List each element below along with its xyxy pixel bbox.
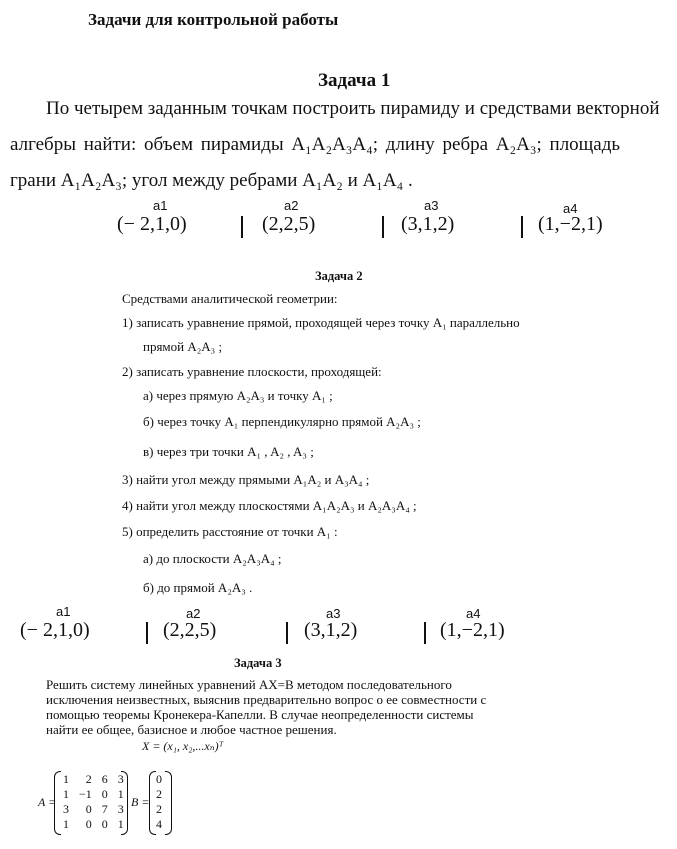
matrix-cell: −1	[79, 787, 92, 801]
task3-line3: помощью теоремы Кронекера-Капелли. В случае неопределенности системы	[46, 707, 474, 722]
point-label-a4: a4	[563, 201, 578, 216]
matrix-cell: 0	[85, 802, 92, 816]
matrix-a	[58, 772, 129, 832]
point-label-a2: a2	[284, 198, 299, 213]
task3-line1: Решить систему линейных уравнений AX=B методом последовательного	[46, 677, 452, 692]
point-value-a2: (2,2,5)	[163, 619, 217, 641]
task2-item2: 2) записать уравнение плоскости, проходящей:	[122, 364, 382, 379]
point-value-a1: (− 2,1,0)	[20, 619, 90, 641]
matrix-cell: 3	[117, 802, 124, 816]
point-separator	[241, 216, 243, 238]
task3-line2: исключения неизвестных, выяснив предварительно вопрос о ее совместности с	[46, 692, 487, 707]
point-label-a1: a1	[56, 604, 71, 619]
task3-line4: найти ее общее, базисное и любое частное решения.	[46, 722, 337, 737]
point-value-a4: (1,−2,1)	[538, 213, 603, 235]
matrix-cell: 1	[63, 772, 69, 786]
matrix-a-right-paren	[121, 771, 128, 835]
matrix-cell: 7	[101, 802, 108, 816]
matrix-cell: 1	[117, 817, 124, 831]
matrix-cell: 4	[156, 817, 162, 831]
matrix-cell: 3	[63, 802, 69, 816]
task2-item5b: б) до прямой A₂A₃ .	[143, 580, 253, 595]
point-separator	[146, 622, 148, 644]
task2-item1-cont: прямой A₂A₃ ;	[143, 339, 223, 354]
matrix-cell: 0	[101, 817, 108, 831]
matrix-cell: 0	[101, 787, 108, 801]
point-value-a1: (− 2,1,0)	[117, 213, 187, 235]
point-value-a2: (2,2,5)	[262, 213, 316, 235]
point-label-a1: a1	[153, 198, 168, 213]
task2-heading: Задача 2	[315, 269, 363, 283]
matrix-cell: 2	[85, 772, 92, 786]
task2-item2c: в) через три точки A₁ , A₂ , A₃ ;	[143, 444, 314, 459]
point-label-a2: a2	[186, 606, 201, 621]
point-separator	[382, 216, 384, 238]
task2-item3: 3) найти угол между прямыми A₁A₂ и A₃A₄ ;	[122, 472, 370, 487]
point-label-a3: a3	[424, 198, 439, 213]
matrix-cell: 1	[63, 817, 69, 831]
matrix-cell: 1	[117, 787, 124, 801]
task2-item4: 4) найти угол между плоскостями A₁A₂A₃ и A₂A₃A₄ ;	[122, 498, 417, 513]
matrix-row	[58, 787, 129, 802]
matrix-a-label: A =	[38, 795, 57, 809]
task1-line1: По четырем заданным точкам построить пирамиду и средствами векторной	[46, 98, 660, 119]
task3-vector-x: X = (x₁, x₂,...xₙ)ᵀ	[142, 739, 224, 753]
point-value-a3: (3,1,2)	[401, 213, 455, 235]
task2-item1: 1) записать уравнение прямой, проходящей через точку A₁ параллельно	[122, 315, 520, 330]
task1-line3: грани A₁A₂A₃; угол между ребрами A₁A₂ и A₁A₄ .	[10, 170, 413, 191]
point-separator	[286, 622, 288, 644]
page-title: Задачи для контрольной работы	[88, 10, 339, 29]
matrix-cell: 3	[117, 772, 124, 786]
task2-item5a: а) до плоскости A₂A₃A₄ ;	[143, 551, 282, 566]
task3-heading: Задача 3	[234, 656, 282, 670]
point-value-a4: (1,−2,1)	[440, 619, 505, 641]
point-value-a3: (3,1,2)	[304, 619, 358, 641]
matrix-cell: 2	[156, 802, 162, 816]
task2-item5: 5) определить расстояние от точки A₁ :	[122, 524, 338, 539]
matrix-cell: 2	[156, 787, 162, 801]
matrix-cell: 0	[85, 817, 92, 831]
task2-item2b: б) через точку A₁ перпендикулярно прямой A₂A₃ ;	[143, 414, 421, 429]
task2-intro: Средствами аналитической геометрии:	[122, 291, 338, 306]
matrix-cell: 1	[63, 787, 69, 801]
matrix-b-right-paren	[165, 771, 172, 835]
matrix-row	[58, 802, 129, 817]
matrix-cell: 0	[156, 772, 162, 786]
matrix-row	[58, 817, 129, 832]
task1-heading: Задача 1	[318, 70, 391, 91]
task2-item2a: а) через прямую A₂A₃ и точку A₁ ;	[143, 388, 333, 403]
point-label-a4: a4	[466, 606, 481, 621]
point-separator	[424, 622, 426, 644]
point-separator	[521, 216, 523, 238]
task1-line2: алгебры найти: объем пирамиды A₁A₂A₃A₄; длину ребра A₂A₃; площадь	[10, 134, 621, 155]
point-label-a3: a3	[326, 606, 341, 621]
matrix-row	[58, 772, 129, 787]
matrix-b-label: B =	[131, 795, 150, 809]
matrix-cell: 6	[101, 772, 108, 786]
